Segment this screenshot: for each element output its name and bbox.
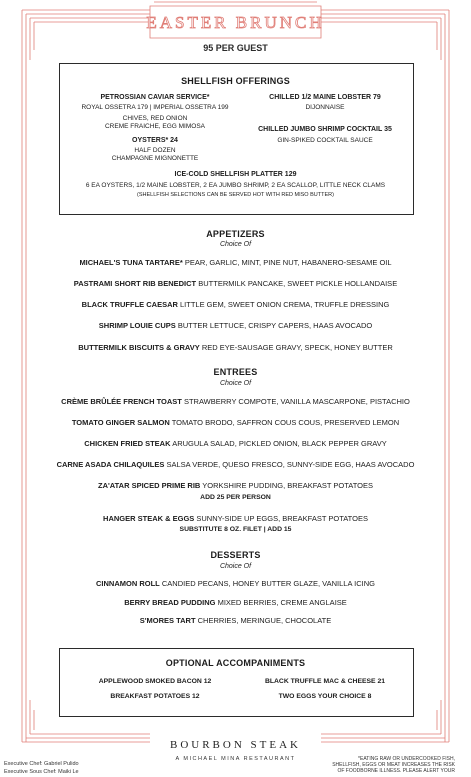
item-desc: BUTTER LETTUCE, CRISPY CAPERS, HAAS AVOCADO — [177, 321, 373, 330]
oysters-desc-1: HALF DOZEN — [134, 147, 176, 154]
item-name: BUTTERMILK BISCUITS & GRAVY — [78, 343, 200, 352]
item-desc: SUNNY-SIDE UP EGGS, BREAKFAST POTATOES — [196, 514, 368, 523]
item-desc: CHERRIES, MERINGUE, CHOCOLATE — [197, 616, 332, 625]
menu-item — [0, 343, 471, 352]
item-desc: LITTLE GEM, SWEET ONION CREMA, TRUFFLE DRESSING — [180, 300, 390, 309]
accompaniment-item: BLACK TRUFFLE MAC & CHEESE 21 — [264, 678, 386, 685]
disclaimer-line: SHELLFISH, EGGS OR MEAT INCREASES THE RISK — [332, 762, 455, 768]
platter-note: (SHELLFISH SELECTIONS CAN BE SERVED HOT WITH RED MISO BUTTER) — [137, 192, 334, 198]
menu-item — [0, 514, 471, 523]
restaurant-logo: BOURBON STEAK — [170, 739, 301, 751]
desserts-heading: DESSERTS — [210, 550, 261, 560]
oysters-name: OYSTERS* 24 — [132, 137, 178, 144]
accompaniment-item: BREAKFAST POTATOES 12 — [110, 693, 200, 700]
desserts-choice: Choice Of — [219, 563, 252, 570]
menu-item — [0, 321, 471, 330]
oysters-desc-2: CHAMPAGNE MIGNONETTE — [111, 155, 199, 162]
item-desc: YORKSHIRE PUDDING, BREAKFAST POTATOES — [202, 481, 374, 490]
item-name: ZA'ATAR SPICED PRIME RIB — [97, 481, 201, 490]
accompaniment-item: TWO EGGS YOUR CHOICE 8 — [278, 693, 372, 700]
accompaniment-item: APPLEWOOD SMOKED BACON 12 — [98, 678, 212, 685]
item-name: TOMATO GINGER SALMON — [71, 418, 170, 427]
disclaimer-line: OF FOODBORNE ILLNESS. PLEASE ALERT YOUR — [337, 768, 455, 774]
platter-name: ICE-COLD SHELLFISH PLATTER 129 — [174, 171, 297, 178]
item-name: S'MORES TART — [139, 616, 196, 625]
item-desc: PEAR, GARLIC, MINT, PINE NUT, HABANERO-SESAME OIL — [184, 258, 392, 267]
executive-chef: Executive Chef: Gabriel Pulido — [4, 761, 79, 767]
lobster-name: CHILLED 1/2 MAINE LOBSTER 79 — [269, 94, 381, 101]
item-name: CINNAMON ROLL — [96, 579, 160, 588]
item-desc: SALSA VERDE, QUESO FRESCO, SUNNY-SIDE EGG, HAAS AVOCADO — [166, 460, 415, 469]
item-desc: BUTTERMILK PANCAKE, SWEET PICKLE HOLLANDAISE — [198, 279, 398, 288]
executive-sous-chef: Executive Sous Chef: Maiki Le — [4, 769, 79, 775]
menu-item — [0, 258, 471, 267]
item-name: CRÈME BRÛLÉE FRENCH TOAST — [61, 397, 182, 406]
item-desc: STRAWBERRY COMPOTE, VANILLA MASCARPONE, PISTACHIO — [183, 397, 410, 406]
menu-item — [0, 397, 471, 406]
menu-item — [0, 300, 471, 309]
raw-food-disclaimer — [332, 756, 455, 774]
item-name: HANGER STEAK & EGGS — [103, 514, 195, 523]
prime-rib-note: ADD 25 PER PERSON — [200, 494, 271, 501]
menu-item — [0, 460, 471, 469]
item-desc: RED EYE-SAUSAGE GRAVY, SPECK, HONEY BUTTER — [201, 343, 393, 352]
item-desc: CANDIED PECANS, HONEY BUTTER GLAZE, VANILLA ICING — [161, 579, 375, 588]
lobster-desc: DIJONNAISE — [305, 104, 345, 111]
appetizers-heading: APPETIZERS — [206, 229, 265, 239]
menu-item — [0, 279, 471, 288]
accompaniments-heading: OPTIONAL ACCOMPANIMENTS — [165, 658, 306, 668]
menu-item — [0, 439, 471, 448]
menu-item — [0, 616, 471, 625]
shrimp-cocktail-name: CHILLED JUMBO SHRIMP COCKTAIL 35 — [258, 126, 392, 133]
price-per-guest: 95 PER GUEST — [203, 43, 268, 53]
menu-item — [0, 579, 471, 588]
menu-item — [0, 598, 471, 607]
entrees-heading: ENTREES — [213, 367, 258, 377]
menu-title: EASTER BRUNCH — [146, 13, 325, 32]
item-name: CARNE ASADA CHILAQUILES — [56, 460, 165, 469]
item-desc: ARUGULA SALAD, PICKLED ONION, BLACK PEPPER GRAVY — [172, 439, 387, 448]
platter-desc: 6 EA OYSTERS, 1/2 MAINE LOBSTER, 2 EA JUMBO SHRIMP, 2 EA SCALLOP, LITTLE NECK CLAMS — [85, 182, 386, 189]
item-name: MICHAEL'S TUNA TARTARE* — [79, 258, 183, 267]
appetizers-choice: Choice Of — [219, 241, 252, 248]
shellfish-heading: SHELLFISH OFFERINGS — [181, 76, 290, 86]
caviar-desc-2: CREME FRAICHE, EGG MIMOSA — [104, 123, 206, 130]
disclaimer-line: *EATING RAW OR UNDERCOOKED FISH, — [358, 756, 455, 762]
item-name: CHICKEN FRIED STEAK — [84, 439, 171, 448]
restaurant-tagline: A MICHAEL MINA RESTAURANT — [175, 756, 296, 762]
item-name: BLACK TRUFFLE CAESAR — [81, 300, 178, 309]
entrees-choice: Choice Of — [219, 380, 252, 387]
item-name: SHRIMP LOUIE CUPS — [98, 321, 176, 330]
caviar-desc-1: CHIVES, RED ONION — [122, 115, 188, 122]
menu-item — [0, 418, 471, 427]
caviar-name: PETROSSIAN CAVIAR SERVICE* — [100, 94, 210, 101]
caviar-options: ROYAL OSSETRA 179 | IMPERIAL OSSETRA 199 — [81, 104, 229, 111]
hanger-steak-note: SUBSTITUTE 8 OZ. FILET | ADD 15 — [179, 526, 292, 533]
menu-item — [0, 481, 471, 490]
item-name: PASTRAMI SHORT RIB BENEDICT — [73, 279, 197, 288]
item-name: BERRY BREAD PUDDING — [124, 598, 216, 607]
item-desc: TOMATO BRODO, SAFFRON COUS COUS, PRESERVED LEMON — [171, 418, 400, 427]
item-desc: MIXED BERRIES, CREME ANGLAISE — [217, 598, 347, 607]
shrimp-cocktail-desc: GIN-SPIKED COCKTAIL SAUCE — [277, 137, 373, 144]
